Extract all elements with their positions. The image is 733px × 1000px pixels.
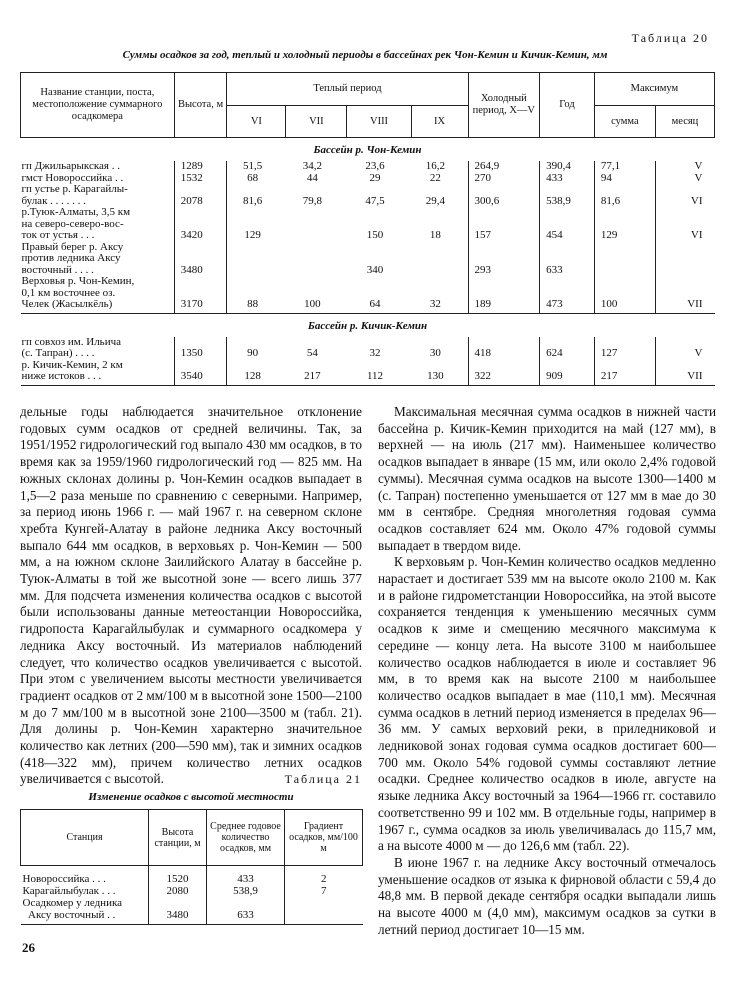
value-cell-vi: 90 (247, 347, 259, 359)
value-cell-year: 454 (540, 207, 595, 242)
header-max: Максимум (594, 73, 714, 106)
value-cell-vi: 129 (244, 229, 261, 241)
t21-header-precip: Среднее годовое количество осадков, мм (207, 810, 285, 866)
station-name-cell: Правый берег р. Аксу против ледника Аксу восточный . . . . (21, 242, 175, 277)
value-cell-vi: 128 (227, 360, 286, 386)
value-cell-sum: 129 (594, 207, 655, 242)
value-cell-viii: 112 (347, 360, 411, 386)
value-cell-vi: 51,5 68 81,6 (242, 160, 263, 207)
value-cell-ix: 18 (429, 229, 441, 241)
value-cell-sum: 100 (594, 276, 655, 313)
table-20 (20, 72, 715, 386)
header-month-vii: VII (286, 106, 347, 138)
value-cell-sum: 77,1 94 81,6 (594, 161, 655, 207)
header-station: Название станции, поста, местоположение суммарного осадкомера (21, 73, 175, 138)
table-20-title: Суммы осадков за год, теплый и холодный периоды в бассейнах рек Чон-Кемин и Кичик-Кемин, мм (122, 49, 608, 61)
value-cell-h: 3170 (174, 276, 227, 313)
value-cell-vii (286, 207, 347, 242)
value-cell-sum: 217 (594, 360, 655, 386)
value-cell-viii: 64 (347, 276, 411, 313)
t21-header-station: Станция (21, 810, 149, 866)
header-month-vi: VI (227, 106, 286, 138)
value-cell-sum: 127 (594, 337, 655, 360)
value-cell-cold: 322 (468, 360, 540, 386)
paragraph: В июне 1967 г. на леднике Аксу восточный отмечалось уменьшение осадков от языка к фирновой области с 59,4 до 48,8 мм. В первой декаде сентября осадки выпадали лишь на высоте 4000 м (4,0 мм), максимум осадков за сутки в летний период достигает 10—15 мм. (378, 854, 716, 937)
value-cell-month: VI (690, 229, 703, 241)
value-cell-cold: 189 (468, 276, 540, 313)
header-warm: Теплый период (227, 73, 468, 106)
t21-cell-h: 2080 (149, 885, 207, 897)
station-name-cell: р. Кичик-Кемин, 2 км ниже истоков . . . (21, 360, 175, 386)
value-cell-vii: 217 (286, 360, 347, 386)
t21-cell-name: Карагайлыбулак . . . (21, 885, 149, 897)
value-cell-viii: 23,6 29 47,5 (365, 160, 385, 207)
table-row (21, 161, 715, 207)
value-cell-h: 3420 (174, 207, 227, 242)
value-cell-sum (594, 242, 655, 277)
t21-cell-h: 3480 (149, 897, 207, 925)
paragraph: К верховьям р. Чон-Кемин количество осадков медленно нарастает и достигает 539 мм на высоте около 2100 м. Как и в районе гидрометстанции Новороссийка, на этой высоте сохраняется тенденция к уменьшению месячных сумм осадков к зиме и смещению месячного максимума к середине — концу лета. На высоте 3100 м наибольшее количество осадков наблюдается в июле и составляет 96 мм, в то время как на высоте 2100 м наибольшее количество осадков выпадает в мае (110,1 мм). Месячная сумма осадков в летний период изменяется в пределах 96—36 мм. У самых верховий реки, в приледниковой и ледниковой зонах годовая сумма осадков достигает 600—700 мм. Около 54% годовой суммы составляют летние осадки. Среднее количество осадков в июле, августе на языке ледника Аксу восточный за 1964—1966 гг. составило соответственно 99 и 102 мм. В отдельные годы, например в 1967 г., сумма осадков за июль увеличивалась до 115,7 мм, а на высоте 4000 м — до 126,6 мм (табл. 22). (378, 554, 716, 854)
t21-header-gradient: Градиент осадков, мм/100 м (285, 810, 363, 866)
page-number: 26 (22, 940, 35, 955)
value-cell-year: 473 (540, 276, 595, 313)
header-cold: Холодный период, X—V (468, 73, 540, 138)
station-name-cell: гп совхоз им. Ильича (с. Тапран) . . . . (21, 337, 175, 360)
header-height: Высота, м (174, 73, 227, 138)
value-cell-vii (286, 242, 347, 277)
value-cell-ix: 16,2 22 29,4 (425, 160, 445, 207)
value-cell-year: 390,4 433 538,9 (540, 161, 595, 207)
value-cell-month: VII (655, 360, 714, 386)
value-cell-ix: 130 (411, 360, 468, 386)
value-cell-year: 909 (540, 360, 595, 386)
table-21-label: Таблица 21 (284, 772, 362, 786)
station-name-cell: р.Туюк-Алматы, 3,5 км на северо-северо-вос- ток от устья . . . (21, 207, 175, 242)
header-month-ix: IX (411, 106, 468, 138)
value-cell-month: VII (655, 276, 714, 313)
value-cell-cold: 264,9 270 300,6 (468, 161, 540, 207)
basin-chon-kemin-heading: Бассейн р. Чон-Кемин (313, 144, 422, 156)
value-cell-h: 1289 1532 2078 (174, 161, 227, 207)
value-cell-year: 624 (540, 337, 595, 360)
table-row (21, 360, 715, 386)
header-max-sum: сумма (594, 106, 655, 138)
table-row (21, 885, 363, 897)
value-cell-viii: 32 (369, 347, 381, 359)
value-cell-ix (411, 242, 468, 277)
table-21-body (21, 866, 363, 925)
value-cell-h: 1350 (174, 337, 227, 360)
table-21-title: Изменение осадков с высотой местности (88, 791, 294, 803)
paragraph: Максимальная месячная сумма осадков в нижней части бассейна р. Кичик-Кемин приходится на май (127 мм), в верхней — на июль (217 мм). Наименьшее количество осадков выпадает в январе (15 мм, или около 2,4% годовой суммы). Месячная сумма осадков на высоте 1300—1400 м (с. Тапран) постепенно уменьшается от 127 мм в мае до 30 мм в сентябре. Средняя многолетняя годовая сумма осадков составляет 624 мм. Около 47% годовой суммы выпадает в твердом виде. (378, 404, 716, 553)
t21-header-height: Высота станции, м (149, 810, 207, 866)
table-row (21, 337, 715, 360)
value-cell-cold: 157 (468, 207, 540, 242)
value-cell-year: 633 (540, 242, 595, 277)
table-row (21, 276, 715, 313)
t21-cell-g (285, 897, 363, 925)
t21-cell-p: 538,9 (207, 885, 285, 897)
value-cell-viii: 150 (366, 229, 384, 241)
header-year: Год (540, 73, 595, 138)
basin-kichik-kemin-heading: Бассейн р. Кичик-Кемин (307, 319, 428, 332)
value-cell-cold: 418 (468, 337, 540, 360)
value-cell-h: 3480 (174, 242, 227, 277)
station-name-cell: Верховья р. Чон-Кемин, 0,1 км восточнее оз. Челек (Жасылкёль) (21, 276, 175, 313)
table-21 (20, 809, 363, 925)
t21-cell-g: 7 (321, 885, 327, 897)
t21-cell-name: Новороссийка . . . (21, 866, 149, 886)
value-cell-ix: 30 (429, 347, 441, 359)
value-cell-month: V (694, 347, 703, 359)
paragraph: дельные годы наблюдается значительное отклонение годовых сумм осадков от средней величины. Так, за 1951/1952 гидрологический год выпало 430 мм осадков, в то время как за 1959/1960 гидрологический год — 825 мм. На южных склонах долины р. Чон-Кемин осадков выпадает в 1,5—2 раза меньше по сравнению с северными. Например, за период июнь 1966 г. — май 1967 г. на северном склоне хребта Кунгей-Алатау в районе ледника Аксу восточный выпало 644 мм осадков, в верховьях р. Чон-Кемин — 500 мм, а на южном склоне Заилийского Алатау в бассейне р. Туюк-Алматы в той же высотной зоне — всего лишь 377 мм. Для подсчета изменения количества осадков с высотой были использованы данные метеостанции Новороссийка, гидропоста Карагайлыбулак и суммарного осадкомера у ледника Аксу восточный. Из материалов наблюдений следует, что количество осадков увеличивается с высотой. При этом с увеличением высоты местности увеличивается градиент осадков от 2 мм/100 м в высотной зоне 1500—2100 м до 7 мм/100 м в высотной зоне 2100—3500 м (табл. 21). Для долины р. Чон-Кемин характерно значительное количество как летних (200—590 мм), так и зимних осадков (418—322 мм), причем количество летних осадков увеличивается с высотой. (20, 404, 362, 787)
t21-cell-h: 1520 (149, 866, 207, 886)
table-20-basin2-body (21, 313, 715, 385)
t21-cell-p: 633 (207, 897, 285, 925)
table-20-label: Таблица 20 (631, 31, 709, 45)
value-cell-viii: 340 (366, 263, 384, 276)
value-cell-cold: 293 (468, 242, 540, 277)
station-name-cell: гп Джильарыкская . . гмст Новороссийка . . гп устье р. Карагайлы- булак . . . . . . . (21, 161, 175, 207)
value-cell-vii: 34,2 44 79,8 (302, 160, 322, 207)
value-cell-vii: 100 (286, 276, 347, 313)
value-cell-vii: 54 (306, 347, 318, 359)
table-20-basin1-body (21, 138, 715, 314)
table-row (21, 242, 715, 277)
table-row (21, 207, 715, 242)
value-cell-month (655, 242, 714, 277)
t21-cell-p: 433 (207, 866, 285, 886)
t21-cell-g: 2 (321, 873, 327, 885)
header-month-viii: VIII (347, 106, 411, 138)
value-cell-ix: 32 (411, 276, 468, 313)
t21-cell-name: Осадкомер у ледника Аксу восточный . . (21, 897, 149, 925)
value-cell-vi (227, 242, 286, 277)
header-max-month: месяц (655, 106, 714, 138)
value-cell-vi: 88 (227, 276, 286, 313)
table-row (21, 866, 363, 886)
right-column-text (378, 404, 716, 939)
left-column-text (20, 404, 362, 788)
value-cell-h: 3540 (174, 360, 227, 386)
value-cell-month: V V VI (690, 160, 703, 207)
table-row (21, 897, 363, 925)
